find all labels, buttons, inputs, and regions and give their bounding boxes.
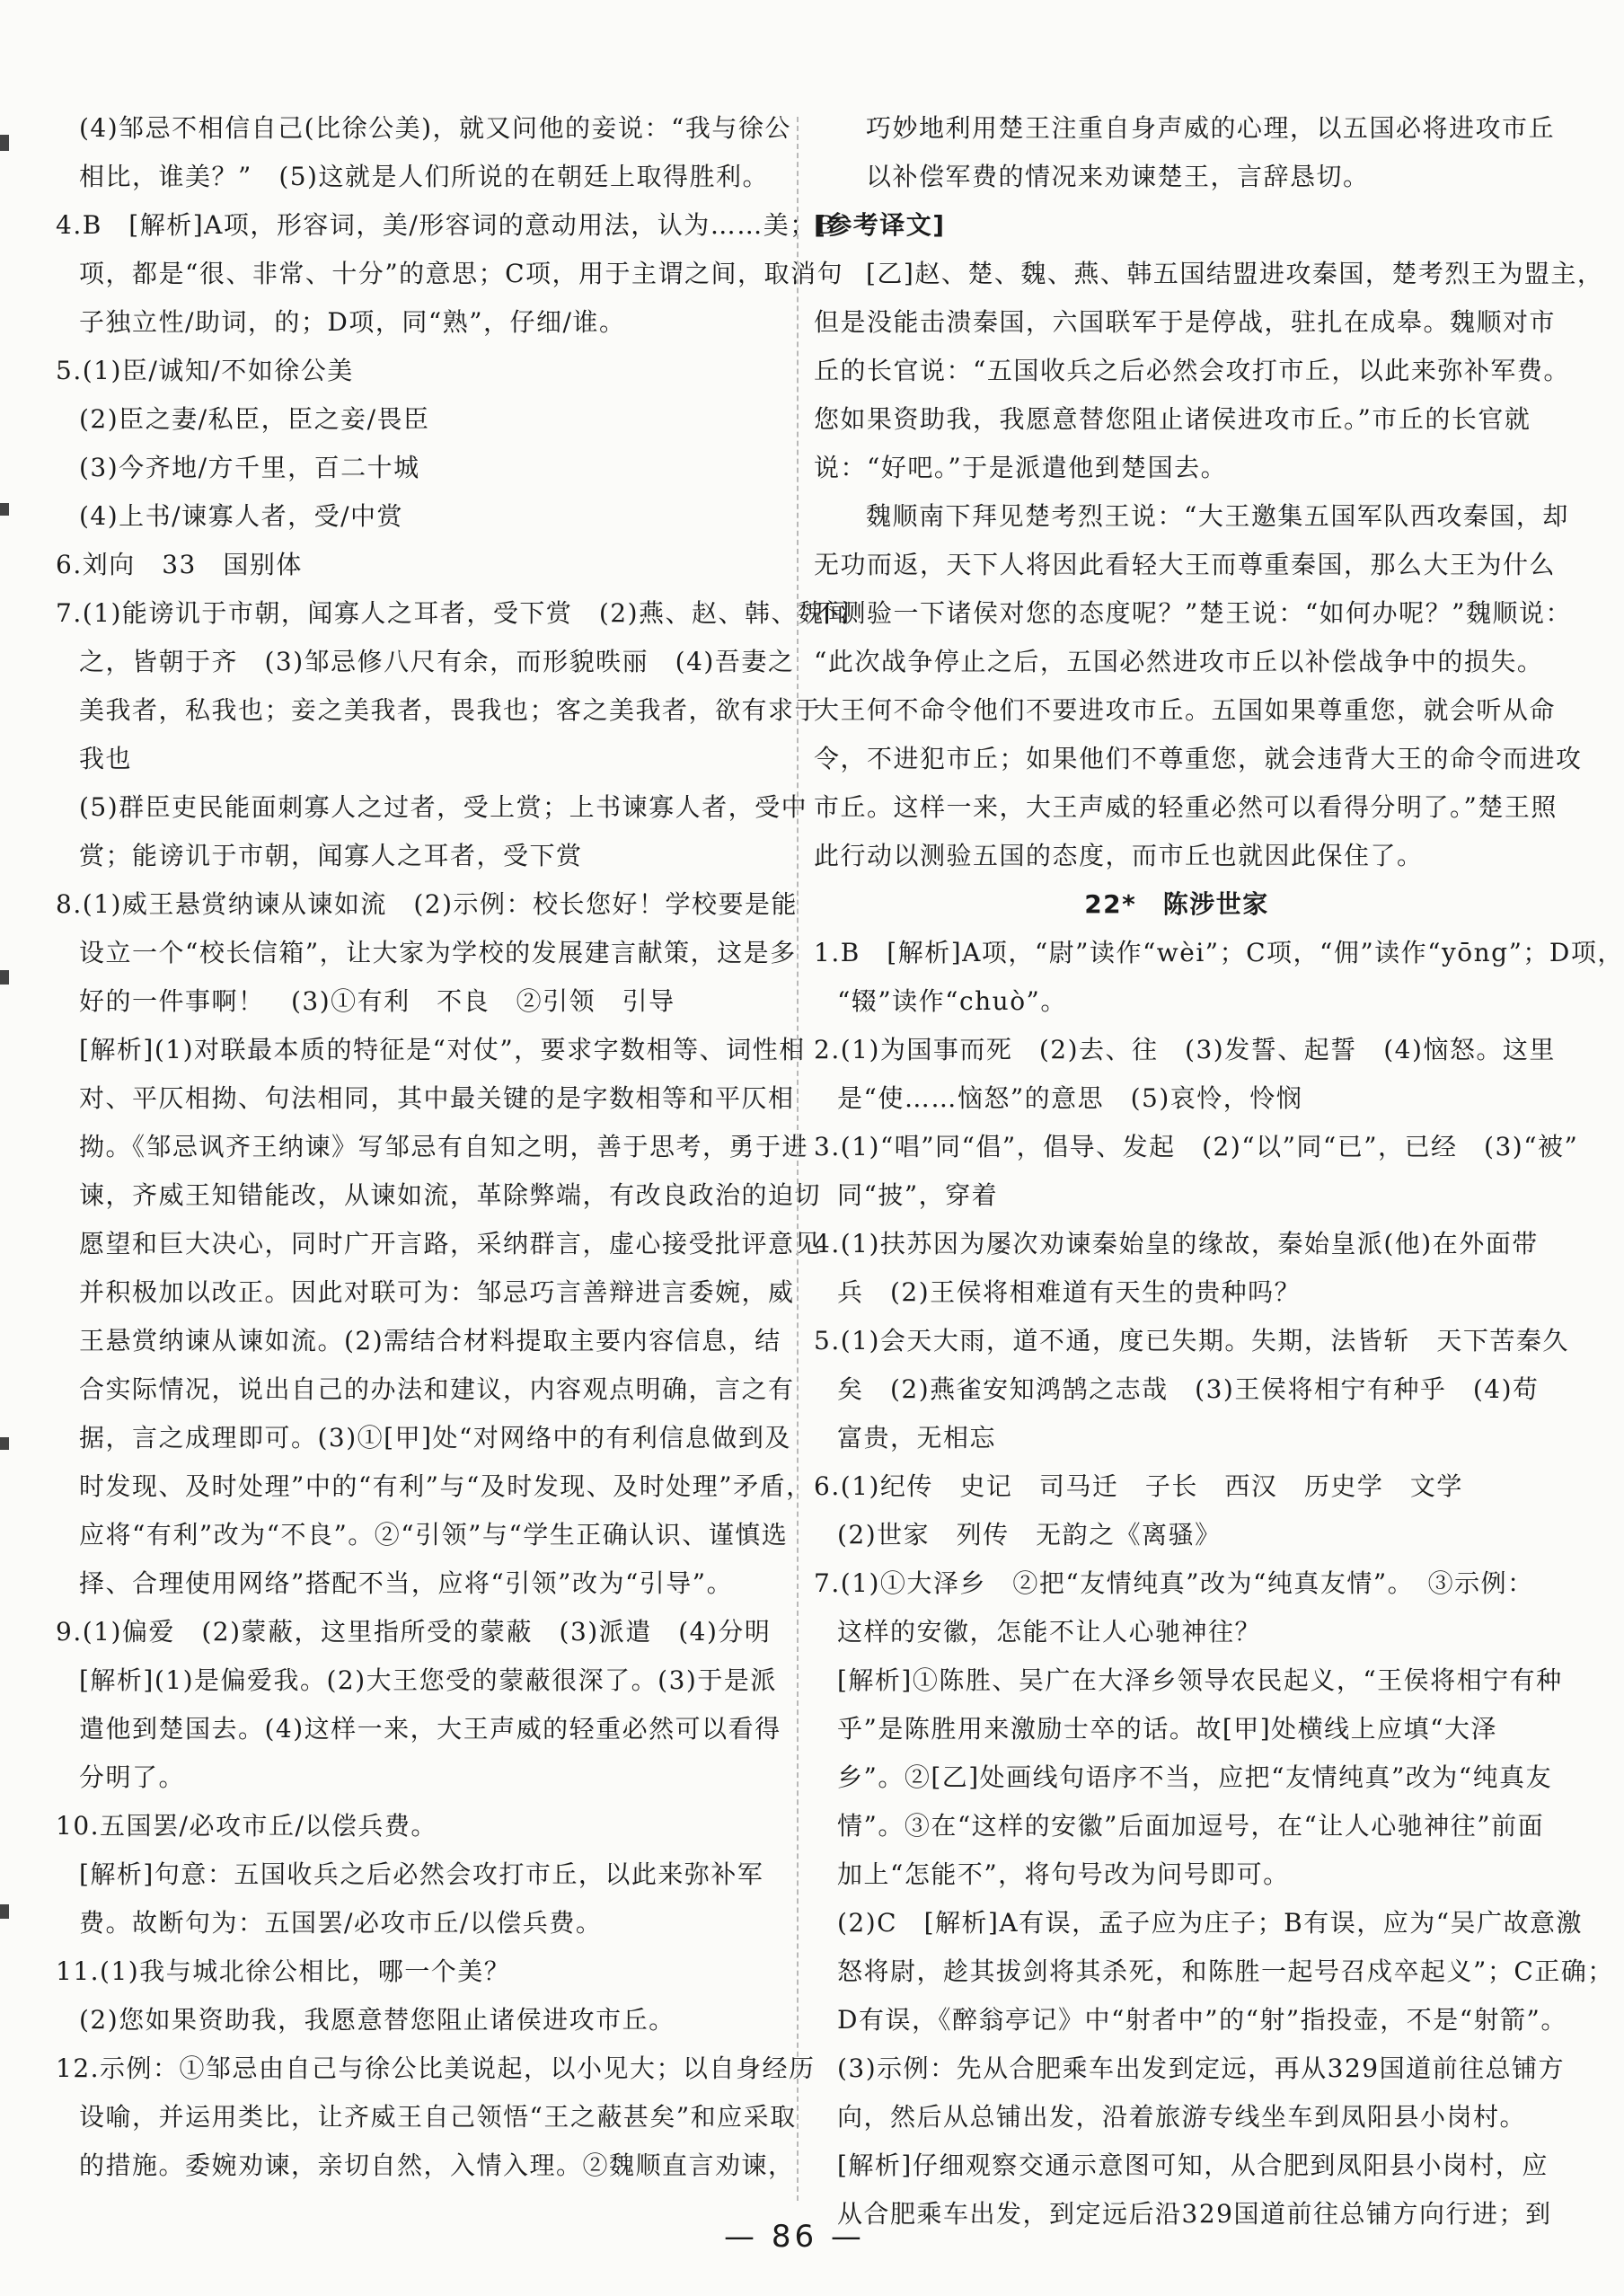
text-line: 7.(1)①大泽乡 ②把“友情纯真”改为“纯真友情”。 ③示例： bbox=[814, 1568, 1534, 1598]
text-line: 矣 (2)燕雀安知鸿鹄之志哉 (3)王侯将相宁有种乎 (4)苟 bbox=[837, 1374, 1540, 1404]
edge-mark bbox=[0, 1437, 9, 1450]
text-line: 1.B [解析]A项，“尉”读作“wèi”；C项，“佣”读作“yōng”；D项， bbox=[814, 938, 1624, 967]
text-line: [参考译文] bbox=[814, 210, 946, 240]
edge-mark bbox=[0, 503, 9, 516]
text-line: (2)臣之妻/私臣，臣之妾/畏臣 bbox=[79, 404, 430, 434]
text-line: D有误，《醉翁亭记》中“射者中”的“射”指投壶，不是“射箭”。 bbox=[837, 2005, 1567, 2035]
text-line: [乙]赵、楚、魏、燕、韩五国结盟进攻秦国，楚考烈王为盟主， bbox=[866, 259, 1604, 288]
text-line: 情”。③在“这样的安徽”后面加逗号，在“让人心驰神往”前面 bbox=[837, 1811, 1545, 1841]
column-divider bbox=[797, 117, 799, 2201]
text-line: 魏顺南下拜见楚考烈王说：“大王邀集五国军队西攻秦国，却 bbox=[866, 501, 1569, 531]
text-line: 说：“好吧。”于是派遣他到楚国去。 bbox=[814, 453, 1228, 482]
text-line: 7.(1)能谤讥于市朝，闻寡人之耳者，受下赏 (2)燕、赵、韩、魏闻 bbox=[56, 598, 852, 628]
text-line: 赏；能谤讥于市朝，闻寡人之耳者，受下赏 bbox=[79, 841, 583, 870]
text-line: 8.(1)威王悬赏纳谏从谏如流 (2)示例：校长您好！学校要是能 bbox=[56, 889, 799, 919]
text-line: 但是没能击溃秦国，六国联军于是停战，驻扎在成皋。魏顺对市 bbox=[814, 307, 1557, 337]
text-line: (2)您如果资助我，我愿意替您阻止诸侯进攻市丘。 bbox=[79, 2005, 675, 2035]
text-line: 兵 (2)王侯将相难道有天生的贵种吗？ bbox=[837, 1277, 1302, 1307]
text-line: 以补偿军费的情况来劝谏楚王，言辞恳切。 bbox=[866, 162, 1370, 191]
section-title: 22* 陈涉世家 bbox=[1084, 889, 1269, 919]
text-line: 丘的长官说：“五国收兵之后必然会攻打市丘，以此来弥补军费。 bbox=[814, 356, 1570, 385]
text-line: 子独立性/助词，的；D项，同“熟”，仔细/谁。 bbox=[79, 307, 626, 337]
text-line: (3)今齐地/方千里，百二十城 bbox=[79, 453, 420, 482]
text-line: 无功而返，天下人将因此看轻大王而尊重秦国，那么大王为什么 bbox=[814, 550, 1557, 579]
text-line: 遣他到楚国去。(4)这样一来，大王声威的轻重必然可以看得 bbox=[79, 1714, 781, 1744]
text-line: 6.(1)纪传 史记 司马迁 子长 西汉 历史学 文学 bbox=[814, 1471, 1463, 1501]
text-line: [解析](1)是偏爱我。(2)大王您受的蒙蔽很深了。(3)于是派 bbox=[79, 1665, 777, 1695]
text-line: 加上“怎能不”，将句号改为问号即可。 bbox=[837, 1859, 1290, 1889]
text-line: 12.示例：①邹忌由自己与徐公比美说起，以小见大；以自身经历 bbox=[56, 2053, 816, 2083]
text-line: (2)世家 列传 无韵之《离骚》 bbox=[837, 1520, 1222, 1550]
text-line: [解析](1)对联最本质的特征是“对仗”，要求字数相等、词性相 bbox=[79, 1035, 806, 1064]
text-line: 乎”是陈胜用来激励士卒的话。故[甲]处横线上应填“大泽 bbox=[837, 1714, 1497, 1744]
text-line: 同“披”，穿着 bbox=[837, 1180, 999, 1210]
text-line: 应将“有利”改为“不良”。②“引领”与“学生正确认识、谨慎选 bbox=[79, 1520, 789, 1550]
text-line: 的措施。委婉劝谏，亲切自然，入情入理。②魏顺直言劝谏， bbox=[79, 2150, 795, 2180]
text-line: 巧妙地利用楚王注重自身声威的心理，以五国必将进攻市丘 bbox=[866, 113, 1556, 143]
text-line: (3)示例：先从合肥乘车出发到定远，再从329国道前往总铺方 bbox=[837, 2053, 1566, 2083]
edge-mark bbox=[0, 135, 9, 151]
edge-mark bbox=[0, 970, 9, 985]
text-line: 向，然后从总铺出发，沿着旅游专线坐车到凤阳县小岗村。 bbox=[837, 2102, 1527, 2132]
text-line: 4.(1)扶苏因为屡次劝谏秦始皇的缘故，秦始皇派(他)在外面带 bbox=[814, 1229, 1539, 1258]
text-line: (4)上书/谏寡人者，受/中赏 bbox=[79, 501, 404, 531]
text-line: 5.(1)臣/诚知/不如徐公美 bbox=[56, 356, 354, 385]
text-line: 11.(1)我与城北徐公相比，哪一个美？ bbox=[56, 1956, 511, 1986]
text-line: 5.(1)会天大雨，道不通，度已失期。失期，法皆斩 天下苦秦久 bbox=[814, 1326, 1569, 1356]
text-line: 择、合理使用网络”搭配不当，应将“引领”改为“引导”。 bbox=[79, 1568, 734, 1598]
text-line: 拗。《邹忌讽齐王纳谏》写邹忌有自知之明，善于思考，勇于进 bbox=[79, 1132, 809, 1161]
right-column bbox=[814, 104, 1624, 2239]
text-line: “此次战争停止之后，五国必然进攻市丘以补偿战争中的损失。 bbox=[814, 647, 1544, 676]
text-line: 设喻，并运用类比，让齐威王自己领悟“王之蔽甚矣”和应采取 bbox=[79, 2102, 797, 2132]
text-line: 设立一个“校长信箱”，让大家为学校的发展建言献策，这是多 bbox=[79, 938, 797, 967]
text-line: 此行动以测验五国的态度，而市丘也就因此保住了。 bbox=[814, 841, 1424, 870]
text-line: 从合肥乘车出发，到定远后沿329国道前往总铺方向行进；到 bbox=[837, 2199, 1552, 2229]
text-line: 美我者，私我也；妾之美我者，畏我也；客之美我者，欲有求于 bbox=[79, 695, 822, 725]
text-line: 怒将尉，趁其拔剑将其杀死，和陈胜一起号召戍卒起义”；C正确； bbox=[837, 1956, 1614, 1986]
text-line: 市丘。这样一来，大王声威的轻重必然可以看得分明了。”楚王照 bbox=[814, 792, 1558, 822]
text-line: (4)邹忌不相信自己(比徐公美)，就又问他的妾说：“我与徐公 bbox=[79, 113, 791, 143]
text-line: 3.(1)“唱”同“倡”，倡导、发起 (2)“以”同“已”，已经 (3)“被” bbox=[814, 1132, 1579, 1161]
text-line: 4.B [解析]A项，形容词，美/形容词的意动用法，认为……美；B bbox=[56, 210, 836, 240]
text-line: 10.五国罢/必攻市丘/以偿兵费。 bbox=[56, 1811, 437, 1841]
text-line: 分明了。 bbox=[79, 1762, 186, 1792]
text-line: 相比，谁美？” (5)这就是人们所说的在朝廷上取得胜利。 bbox=[79, 162, 769, 191]
text-line: 项，都是“很、非常、十分”的意思；C项，用于主谓之间，取消句 bbox=[79, 259, 844, 288]
text-line: 是“使……恼怒”的意思 (5)哀怜，怜悯 bbox=[837, 1083, 1303, 1113]
text-line: (5)群臣吏民能面刺寡人之过者，受上赏；上书谏寡人者，受中 bbox=[79, 792, 808, 822]
text-line: 愿望和巨大决心，同时广开言路，采纳群言，虚心接受批评意见 bbox=[79, 1229, 822, 1258]
text-line: 费。故断句为：五国罢/必攻市丘/以偿兵费。 bbox=[79, 1908, 603, 1938]
text-line: (2)C [解析]A有误，孟子应为庄子；B有误，应为“吴广故意激 bbox=[837, 1908, 1584, 1938]
edge-mark bbox=[0, 1904, 9, 1919]
text-line: [解析]仔细观察交通示意图可知，从合肥到凤阳县小岗村，应 bbox=[837, 2150, 1549, 2180]
text-line: 之，皆朝于齐 (3)邹忌修八尺有余，而形貌昳丽 (4)吾妻之 bbox=[79, 647, 795, 676]
text-line: 6.刘向 33 国别体 bbox=[56, 550, 303, 579]
text-line: 谏，齐威王知错能改，从谏如流，革除弊端，有改良政治的迫切 bbox=[79, 1180, 822, 1210]
text-line: [解析]①陈胜、吴广在大泽乡领导农民起义，“王侯将相宁有种 bbox=[837, 1665, 1563, 1695]
text-line: 对、平仄相拗、句法相同，其中最关键的是字数相等和平仄相 bbox=[79, 1083, 795, 1113]
text-line: 您如果资助我，我愿意替您阻止诸侯进攻市丘。”市丘的长官就 bbox=[814, 404, 1531, 434]
left-column bbox=[56, 104, 852, 2190]
text-line: 大王何不命令他们不要进攻市丘。五国如果尊重您，就会听从命 bbox=[814, 695, 1557, 725]
page-number: — 86 — bbox=[724, 2219, 865, 2255]
text-line: 时发现、及时处理”中的“有利”与“及时发现、及时处理”矛盾， bbox=[79, 1471, 813, 1501]
text-line: 令，不进犯市丘；如果他们不尊重您，就会违背大王的命令而进攻 bbox=[814, 744, 1583, 773]
text-line: 不测验一下诸侯对您的态度呢？”楚王说：“如何办呢？”魏顺说： bbox=[814, 598, 1572, 628]
text-line: 乡”。②[乙]处画线句语序不当，应把“友情纯真”改为“纯真友 bbox=[837, 1762, 1553, 1792]
text-line: 富贵，无相忘 bbox=[837, 1423, 997, 1453]
text-line: “辍”读作“chuò”。 bbox=[837, 986, 1067, 1016]
text-line: 这样的安徽，怎能不让人心驰神往？ bbox=[837, 1617, 1262, 1647]
text-line: 并积极加以改正。因此对联可为：邹忌巧言善辩进言委婉，威 bbox=[79, 1277, 795, 1307]
text-line: 2.(1)为国事而死 (2)去、往 (3)发誓、起誓 (4)恼怒。这里 bbox=[814, 1035, 1556, 1064]
text-line: 王悬赏纳谏从谏如流。(2)需结合材料提取主要内容信息，结 bbox=[79, 1326, 781, 1356]
text-line: 9.(1)偏爱 (2)蒙蔽，这里指所受的蒙蔽 (3)派遣 (4)分明 bbox=[56, 1617, 772, 1647]
text-line: 合实际情况，说出自己的办法和建议，内容观点明确，言之有 bbox=[79, 1374, 795, 1404]
text-line: 据，言之成理即可。(3)①[甲]处“对网络中的有利信息做到及 bbox=[79, 1423, 791, 1453]
text-line: 好的一件事啊！ (3)①有利 不良 ②引领 引导 bbox=[79, 986, 675, 1016]
text-line: 我也 bbox=[79, 744, 133, 773]
text-line: [解析]句意：五国收兵之后必然会攻打市丘，以此来弥补军 bbox=[79, 1859, 764, 1889]
